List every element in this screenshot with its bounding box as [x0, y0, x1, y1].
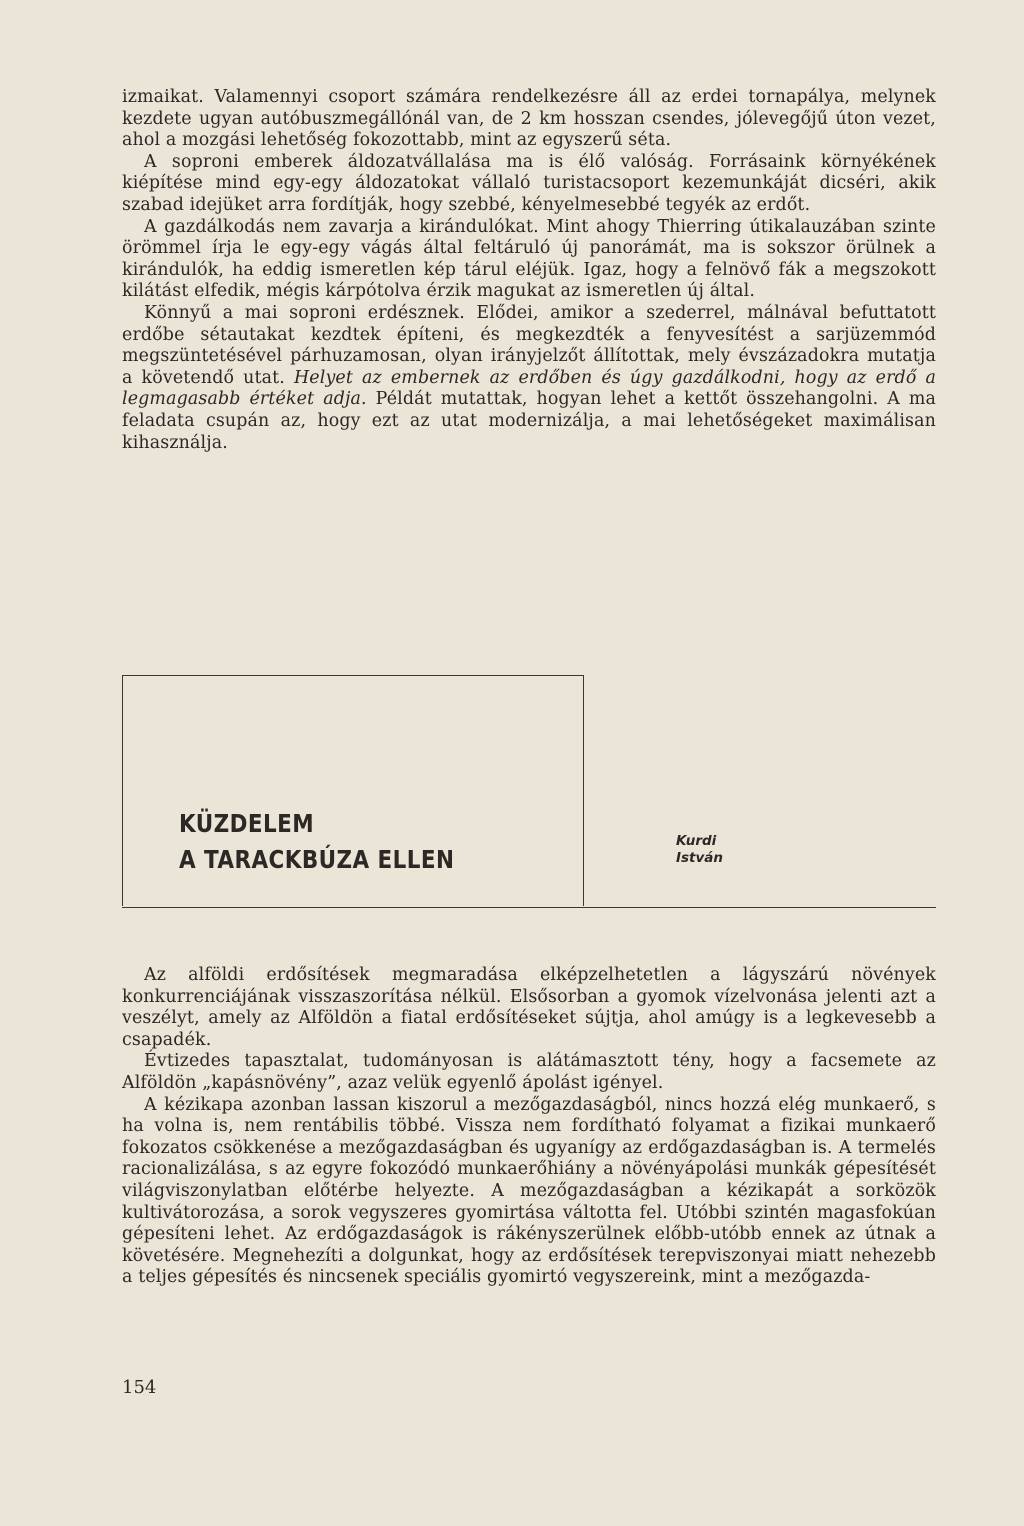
paragraph: izmaikat. Valamennyi csoport számára rendelkezésre áll az erdei tornapálya, melynek kezdete ugyan autóbuszmegállónál van, de 2 km hosszan csendes, jólevegőjű úton vezet, ahol a mozgási lehetőség fokozottabb, mint az egyszerű séta. [122, 87, 936, 151]
title-line: A TARACKBÚZA ELLEN [179, 845, 455, 874]
article-title [179, 806, 454, 878]
paragraph: A kézikapa azonban lassan kiszorul a mezőgazdaságból, nincs hozzá elég munkaerő, s ha volna is, nem rentábilis többé. Vissza nem fordítható folyamat a fizikai munkaerő fokozatos csökkenése a mezőgazdaságban és ugyanígy az erdőgazdaságban is. A termelés racionalizálása, s az egyre fokozódó munkaerőhiány a növényápolási munkák gépesítését világviszonylatban előtérbe helyezte. A mezőgazdaságban a kézikapát a sorközök kultivátorozása, a sorok vegyszeres gyomirtása váltotta fel. Utóbbi szintén magasfokúan gépesíteni lehet. Az erdőgazdaságok is rákényszerülnek előbb-utóbb ennek az útnak a követésére. Megnehezíti a dolgunkat, hogy az erdősítések terepviszonyai miatt nehezebb a teljes gépesítés és nincsenek speciális gyomirtó vegyszereink, mint a mezőgazda- [122, 1094, 936, 1288]
top-text-section [122, 87, 936, 454]
italic-quote: Helyet az embernek az erdőben és úgy gazdálkodni, hogy az erdő a legmagasabb értéket adja. [122, 367, 936, 410]
title-line: KÜZDELEM [179, 809, 315, 838]
paragraph: Az alföldi erdősítések megmaradása elképzelhetetlen a lágyszárú növények konkurrenciájának visszaszorítása nélkül. Elsősorban a gyomok vízelvonása jelenti azt a veszélyt, amely az Alföldön a fiatal erdősítéseket sújtja, ahol amúgy is a legkevesebb a csapadék. [122, 965, 936, 1050]
article-body [122, 965, 936, 1289]
page-number: 154 [122, 1377, 157, 1398]
title-divider [122, 907, 936, 908]
paragraph: Évtizedes tapasztalat, tudományosan is alátámasztott tény, hogy a facsemete az Alföldön „kapásnövény”, azaz velük egyenlő ápolást igényel. [122, 1051, 936, 1093]
paragraph-text: Példát mutattak, hogyan lehet a kettőt összehangolni. A ma feladata csupán az, hogy ezt az utat modernizálja, a mai lehetőségeket maximálisan kihasználja. [122, 389, 936, 453]
author-name [676, 833, 723, 867]
author-last-name: István [676, 850, 724, 866]
paragraph: A gazdálkodás nem zavarja a kirándulókat. Mint ahogy Thierring útikalauzában szinte örömmel írja le egy-egy vágás által feltáruló új panorámát, ma is sokszor örülnek a kirándulók, ha eddig ismeretlen kép tárul eléjük. Igaz, hogy a felnövő fák a megszokott kilátást elfedik, mégis kárpótolva érzik magukat az ismeretlen új által. [122, 216, 936, 302]
author-first-name: Kurdi [676, 833, 717, 849]
article-title-box [122, 675, 584, 906]
paragraph-text: Könnyű a mai soproni erdésznek. Elődei, amikor a szederrel, málnával befuttatott erdőbe sétautakat kezdtek építeni, és megkezdték a fenyvesítést a sarjüzemmód megszüntetésével párhuzamosan, olyan irányjelzőt állítottak, mely évszázadokra mutatja a követendő utat. [122, 302, 936, 388]
paragraph [122, 303, 936, 454]
paragraph: A soproni emberek áldozatvállalása ma is élő valóság. Forrásaink környékének kiépítése mind egy-egy áldozatokat vállaló turistacsoport kezemunkáját dicséri, akik szabad idejüket arra fordítják, hogy szebbé, kényelmesebbé tegyék az erdőt. [122, 151, 936, 215]
